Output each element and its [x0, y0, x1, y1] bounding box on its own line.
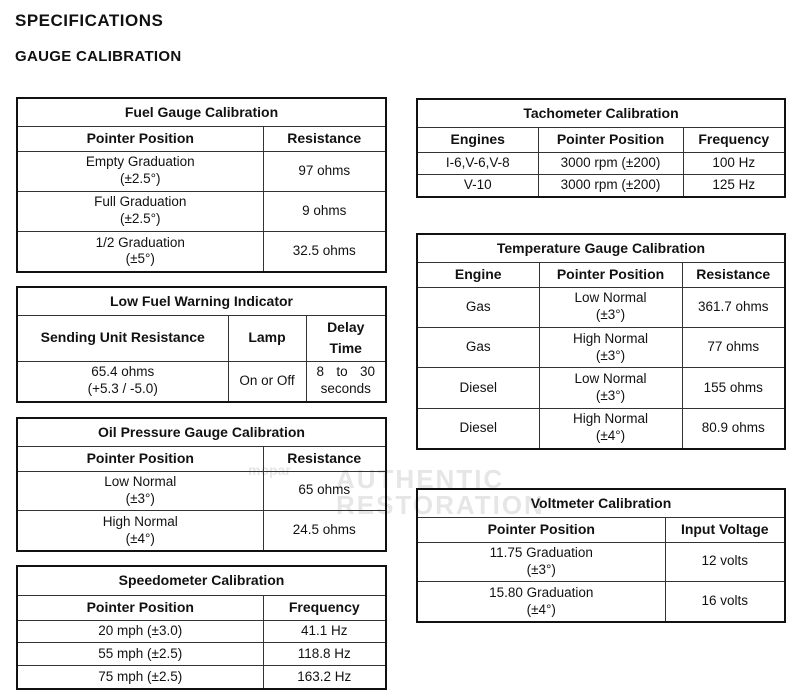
- table-title: Low Fuel Warning Indicator: [18, 288, 385, 315]
- column-header: Resistance: [263, 126, 385, 151]
- pointer-position: 75 mph (±2.5): [18, 666, 263, 688]
- tolerance: (±3°): [595, 387, 626, 403]
- watermark-line2: RESTORATION: [336, 490, 545, 520]
- pointer-position: 11.75 Graduation: [489, 545, 593, 561]
- table-row: [418, 287, 784, 327]
- frequency-value: 41.1 Hz: [263, 620, 385, 643]
- column-header: Engines: [418, 127, 538, 152]
- tolerance: (±3°): [125, 490, 155, 506]
- tolerance: (±4°): [526, 601, 556, 617]
- engine-type: Diesel: [418, 368, 539, 408]
- voltage-value: 16 volts: [665, 582, 784, 621]
- frequency-value: 125 Hz: [683, 174, 784, 196]
- pointer-position: Empty Graduation: [85, 154, 195, 170]
- tolerance: (±2.5°): [119, 211, 161, 227]
- fuel-gauge-table: [16, 97, 387, 273]
- tachometer-table: [416, 98, 786, 198]
- table-row: [18, 151, 385, 191]
- table-title: Voltmeter Calibration: [418, 490, 784, 517]
- pointer-position: 15.80 Graduation: [489, 584, 594, 600]
- pointer-position: High Normal: [572, 411, 649, 427]
- table-row: [18, 361, 385, 401]
- column-header: Pointer Position: [18, 126, 263, 151]
- column-header: Input Voltage: [665, 517, 784, 542]
- delay-max: 30: [359, 364, 375, 380]
- tolerance: (±3°): [526, 561, 556, 577]
- column-header: Lamp: [228, 315, 306, 361]
- engine-type: V-10: [418, 174, 538, 196]
- table-row: [418, 408, 784, 448]
- table-row: [418, 368, 784, 408]
- table-row: [18, 620, 385, 643]
- engine-type: Gas: [418, 327, 539, 367]
- pointer-position: Low Normal: [104, 474, 177, 490]
- column-header: Pointer Position: [418, 517, 665, 542]
- table-row: [18, 511, 385, 550]
- pointer-position: Low Normal: [574, 371, 647, 387]
- resistance-value: 32.5 ohms: [263, 231, 385, 271]
- lamp-value: On or Off: [228, 361, 306, 401]
- speedometer-table: [16, 565, 387, 690]
- pointer-position: Low Normal: [574, 290, 647, 306]
- column-header: Frequency: [263, 595, 385, 620]
- pointer-position: High Normal: [572, 330, 649, 346]
- frequency-value: 118.8 Hz: [263, 643, 385, 666]
- table-row: [418, 582, 784, 621]
- tolerance: (±4°): [125, 530, 155, 546]
- tolerance: (±3°): [595, 307, 626, 323]
- column-header: Pointer Position: [18, 595, 263, 620]
- oil-pressure-table: [16, 417, 387, 552]
- pointer-position: 20 mph (±3.0): [18, 620, 263, 643]
- resistance-value: 80.9 ohms: [682, 408, 784, 448]
- pointer-position: 3000 rpm (±200): [538, 152, 683, 174]
- frequency-value: 100 Hz: [683, 152, 784, 174]
- pointer-position: 1/2 Graduation: [95, 234, 185, 250]
- table-row: [18, 231, 385, 271]
- pointer-position: High Normal: [102, 513, 178, 529]
- table-title: Temperature Gauge Calibration: [418, 235, 784, 262]
- tolerance: (+5.3 / -5.0): [87, 381, 158, 397]
- sending-unit-resistance: 65.4 ohms: [91, 364, 155, 380]
- tolerance: (±5°): [125, 251, 155, 267]
- resistance-value: 155 ohms: [682, 368, 784, 408]
- resistance-value: 9 ohms: [263, 191, 385, 231]
- table-title: Speedometer Calibration: [18, 567, 385, 595]
- pointer-position: 55 mph (±2.5): [18, 643, 263, 666]
- resistance-value: 24.5 ohms: [263, 511, 385, 550]
- resistance-value: 361.7 ohms: [682, 287, 784, 327]
- column-header: Pointer Position: [539, 262, 682, 287]
- table-row: [418, 152, 784, 174]
- table-title: Oil Pressure Gauge Calibration: [18, 419, 385, 446]
- page-title: SPECIFICATIONS: [15, 11, 164, 30]
- watermark-brand: mopar: [248, 462, 291, 478]
- table-title: Tachometer Calibration: [418, 100, 784, 127]
- table-row: [418, 327, 784, 367]
- table-row: [18, 471, 385, 511]
- frequency-value: 163.2 Hz: [263, 666, 385, 688]
- column-header: Frequency: [683, 127, 784, 152]
- column-header: Resistance: [682, 262, 784, 287]
- pointer-position: Full Graduation: [94, 194, 187, 210]
- watermark-line1: AUTHENTIC: [336, 464, 505, 494]
- column-header: Pointer Position: [538, 127, 683, 152]
- table-row: [18, 643, 385, 666]
- resistance-value: 97 ohms: [263, 151, 385, 191]
- table-title: Fuel Gauge Calibration: [18, 99, 385, 126]
- column-header: Delay: [327, 319, 365, 335]
- column-header: Sending Unit Resistance: [18, 315, 228, 361]
- engine-type: I-6,V-6,V-8: [418, 152, 538, 174]
- section-title: GAUGE CALIBRATION: [15, 48, 182, 65]
- engine-type: Diesel: [418, 408, 539, 448]
- tolerance: (±4°): [595, 428, 626, 444]
- resistance-value: 65 ohms: [263, 471, 385, 511]
- column-header: Time: [329, 339, 362, 356]
- pointer-position: 3000 rpm (±200): [538, 174, 683, 196]
- delay-min: 8: [316, 364, 325, 380]
- table-row: [18, 666, 385, 688]
- temperature-table: [416, 233, 786, 450]
- low-fuel-table: [16, 286, 387, 403]
- voltmeter-table: [416, 488, 786, 623]
- delay-to: to: [336, 364, 348, 380]
- table-row: [418, 174, 784, 196]
- column-header: Resistance: [263, 446, 385, 471]
- table-row: [18, 191, 385, 231]
- column-header: Pointer Position: [18, 446, 263, 471]
- table-row: [418, 542, 784, 582]
- tolerance: (±2.5°): [119, 171, 161, 187]
- voltage-value: 12 volts: [665, 542, 784, 582]
- engine-type: Gas: [418, 287, 539, 327]
- column-header: Engine: [418, 262, 539, 287]
- delay-unit: seconds: [320, 381, 371, 397]
- tolerance: (±3°): [595, 347, 626, 363]
- resistance-value: 77 ohms: [682, 327, 784, 367]
